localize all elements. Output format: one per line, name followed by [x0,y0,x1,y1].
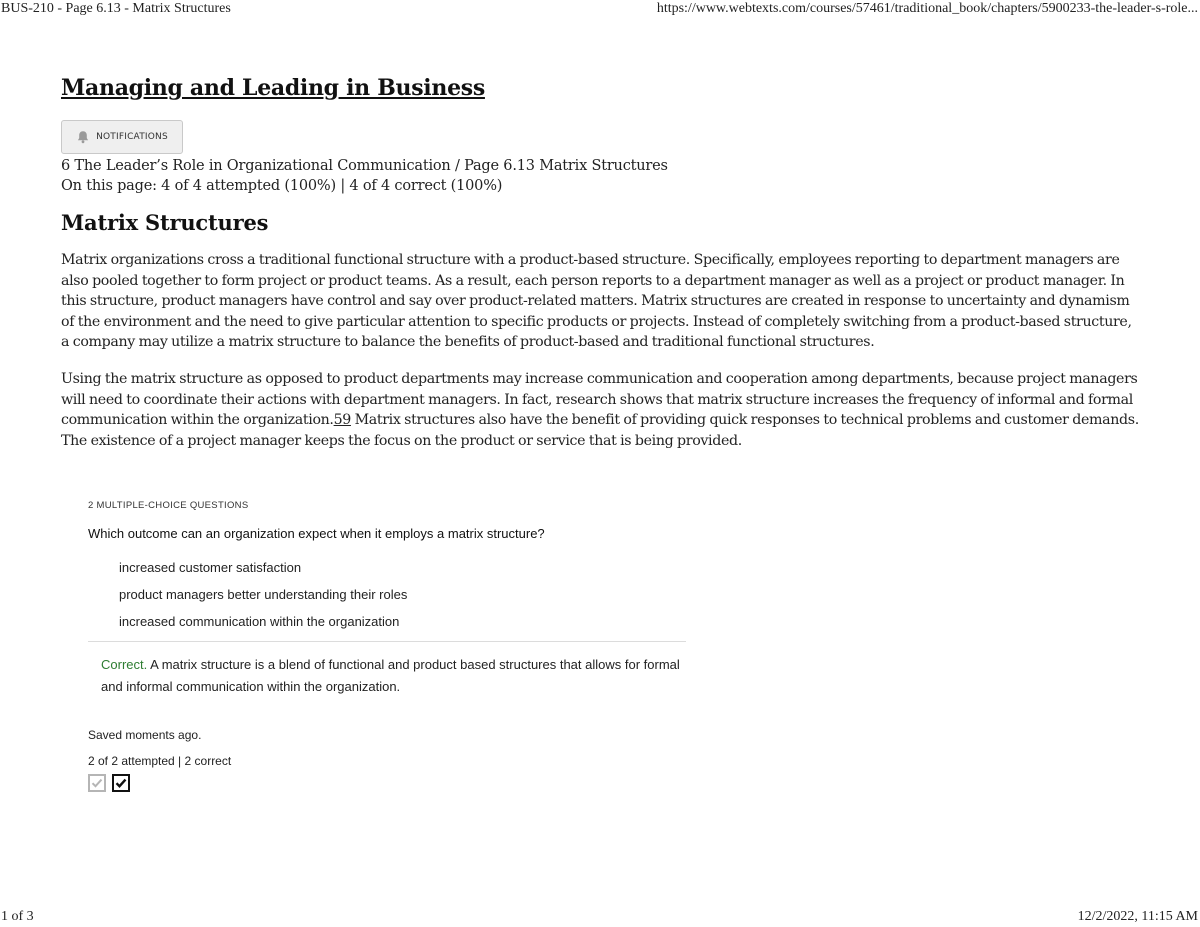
divider [88,641,686,642]
checkbox-checked-icon[interactable] [88,774,106,792]
feedback-text: A matrix structure is a blend of functional and product based structures that allows for formal and informal communication within the organization. [101,657,680,694]
section-title: Matrix Structures [61,210,269,235]
notifications-label: NOTIFICATIONS [96,132,168,142]
paragraph-2-text: Using the matrix structure as opposed to product departments may increase communication and cooperation among departments, because project managers will need to coordinate their actions with department managers. In fact, research shows that matrix structure increases the frequency of informal and formal communication within the organization. [61,370,1138,429]
page-progress: On this page: 4 of 4 attempted (100%) | 4 of 4 correct (100%) [61,178,503,194]
quiz-block [88,500,688,792]
correct-label: Correct. [101,657,148,672]
footnote-link[interactable]: 59 [333,412,351,429]
print-header-title: BUS-210 - Page 6.13 - Matrix Structures [1,1,231,16]
answer-option[interactable]: increased customer satisfaction [119,560,302,575]
notifications-button[interactable] [61,120,183,154]
question-checks [88,774,688,792]
paragraph-2 [61,369,1141,451]
quiz-progress: 2 of 2 attempted | 2 correct [88,754,232,768]
quiz-question: Which outcome can an organization expect when it employs a matrix structure? [88,526,545,541]
main-content [61,72,1141,451]
page-count: 1 of 3 [1,909,34,924]
breadcrumb[interactable]: 6 The Leader’s Role in Organizational Communication / Page 6.13 Matrix Structures [61,158,668,174]
book-title[interactable]: Managing and Leading in Business [61,75,485,101]
paragraph-2-text-continued: Matrix structures also have the benefit of providing quick responses to technical problems and customer demands. The existence of a project manager keeps the focus on the product or service that is being provided. [61,412,1139,449]
paragraph-1: Matrix organizations cross a traditional functional structure with a product-based structure. Specifically, employees reporting to department managers are also pooled together to form project or product teams. As a result, each person reports to a department manager as well as a project or product manager. In this structure, product managers have control and say over product-related matters. Matrix structures are created in response to uncertainty and dynamism of the environment and the need to give particular attention to specific products or projects. Instead of completely switching from a product-based structure, a company may utilize a matrix structure to balance the benefits of product-based and traditional functional structures. [61,252,1132,351]
checkbox-checked-icon[interactable] [112,774,130,792]
answer-option-selected[interactable]: increased communication within the organization [119,614,400,629]
answer-list [88,561,688,642]
print-header-url: https://www.webtexts.com/courses/57461/traditional_book/chapters/5900233-the-leader-s-role... [656,1,1198,16]
print-datetime: 12/2/2022, 11:15 AM [1077,909,1198,924]
answer-option[interactable]: product managers better understanding their roles [119,587,408,602]
bell-icon [76,130,90,144]
quiz-kicker: 2 MULTIPLE-CHOICE QUESTIONS [88,500,249,511]
saved-status: Saved moments ago. [88,728,202,742]
answer-feedback [88,654,681,698]
print-header [0,1,1200,19]
print-footer [0,909,1200,927]
